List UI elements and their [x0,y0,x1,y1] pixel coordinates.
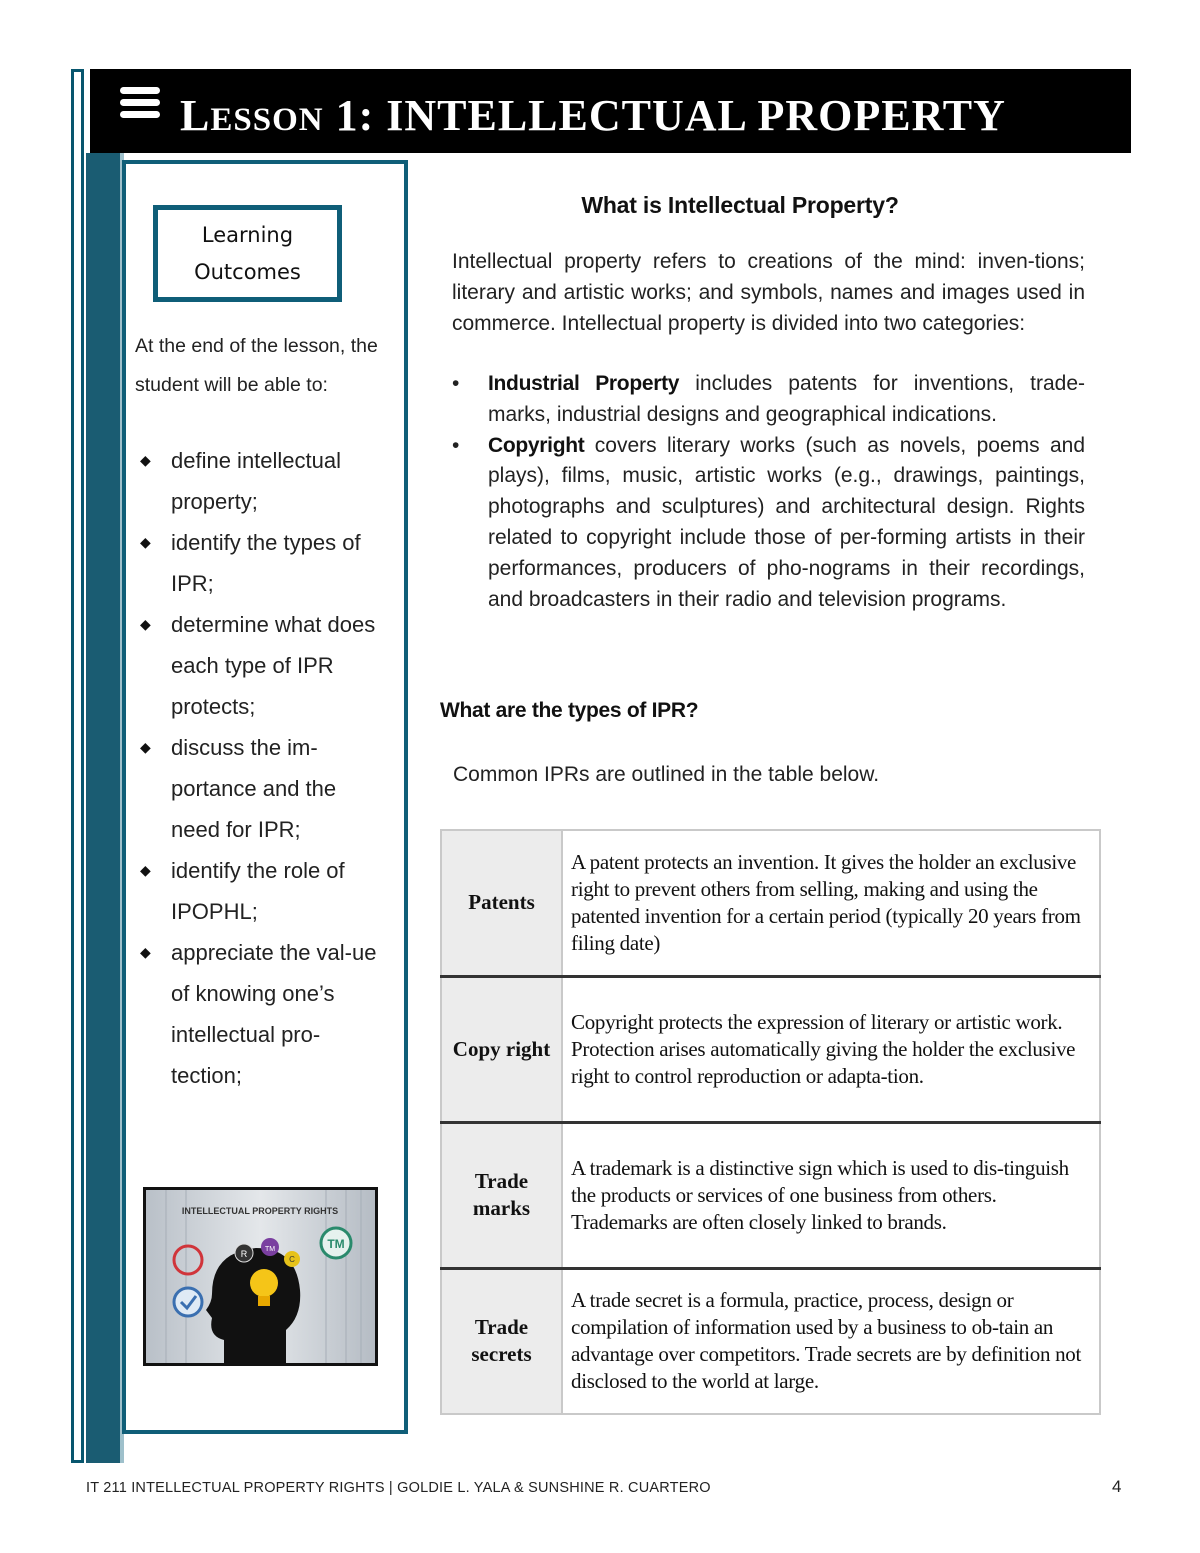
list-item: ◆ identify the role of IPOPHL; [135,850,385,932]
ipr-illustration [143,1187,378,1366]
bullet-dot-icon: • [452,433,460,457]
ipr-type-cell: Copy right [441,976,562,1122]
list-item: ◆ discuss the im-portance and the need for IPR; [135,727,385,850]
left-border-rail [71,69,84,1463]
badge-tm-small: TM [264,1246,276,1253]
title-initial: L [180,91,211,140]
hamburger-menu-icon [120,87,160,123]
bullet-dot-icon: • [452,372,460,395]
ipr-description-cell: A trademark is a distinctive sign which is used to dis-tinguish the products or services of one business from others. Trademarks are often closely linked to brands. [562,1122,1100,1268]
ipr-description-cell: A trade secret is a formula, practice, process, design or compilation of information used by a business to ob-tain an advantage over competitors. Trade secrets are by definition not disclosed to the world at large. [562,1268,1100,1414]
table-row [441,1268,1100,1414]
page-title [180,88,1006,144]
diamond-bullet-icon: ◆ [140,534,151,550]
ipr-type-cell: Trade marks [441,1122,562,1268]
title-rest: 1: INTELLECTUAL PROPERTY [323,91,1006,140]
list-item: ◆ determine what does each type of IPR protects; [135,604,385,727]
diamond-bullet-icon: ◆ [140,452,151,468]
title-smallcaps: ESSON [210,102,324,138]
diamond-bullet-icon: ◆ [140,944,151,960]
category-term: Industrial Property [488,372,680,395]
ipr-description-cell: Copyright protects the expression of literary or artistic work. Protection arises automatically giving the holder the exclusive right to control reproduction or adapta-tion. [562,976,1100,1122]
list-item: ◆ define intellectual property; [135,440,385,522]
list-item: ◆ identify the types of IPR; [135,522,385,604]
diamond-bullet-icon: ◆ [140,862,151,878]
category-text: includes patents for inventions, trade-marks, industrial designs and geographical indications. [488,372,1085,426]
table-row [441,1122,1100,1268]
ipr-types-table [440,829,1101,1415]
category-term: Copyright [488,433,585,457]
figure-caption: Intellectual Property Rights [181,1206,339,1216]
page-footer: IT 211 INTELLECTUAL PROPERTY RIGHTS | GOLDIE L. YALA & SUNSHINE R. CUARTERO [86,1480,711,1496]
ip-categories-list [452,369,1085,615]
outcomes-title-line2: Outcomes [194,259,301,284]
ipr-description-cell: A patent protects an invention. It gives the holder an exclusive right to prevent others from selling, making and using the patented invention for a certain period (typically 20 years from filing date) [562,830,1100,976]
page-number: 4 [1112,1477,1122,1496]
badge-r: R [240,1249,248,1259]
list-item: ◆ appreciate the val-ue of knowing one’s intellectual pro-tection; [135,932,385,1096]
diamond-bullet-icon: ◆ [140,616,151,632]
outcomes-title-line1: Learning [201,222,294,247]
category-text: covers literary works (such as novels, poems and plays), films, music, artistic works (e.g., drawings, paintings, photographs and sculptures) and architectural design. Rights related to copyright include those of per-forming artists in their performances, producers of pho-nograms in their recordings, and broadcasters in their radio and television programs. [488,433,1085,611]
diamond-bullet-icon: ◆ [140,739,151,755]
list-item [452,431,1085,616]
badge-tm-large: TM [327,1237,345,1251]
intro-paragraph: Intellectual property refers to creations of the mind: inven-tions; literary and artistic works; and symbols, names and images used in commerce. Intellectual property is divided into two categories: [452,250,1085,335]
table-row [441,976,1100,1122]
teal-sidebar-column [86,153,122,1463]
types-heading: What are the types of IPR? [440,699,699,722]
table-intro-text: Common IPRs are outlined in the table below. [453,763,880,786]
table-row [441,830,1100,976]
ipr-type-cell: Trade secrets [441,1268,562,1414]
sidebar-intro: At the end of the lesson, the student will be able to: [135,335,378,396]
ipr-type-cell: Patents [441,830,562,976]
learning-outcomes-box [153,205,342,302]
ipr-illustration-graphic [146,1190,375,1363]
outcome-list [135,440,385,1096]
section-heading: What is Intellectual Property? [581,192,899,218]
list-item [452,369,1085,431]
badge-c: C [289,1255,295,1264]
